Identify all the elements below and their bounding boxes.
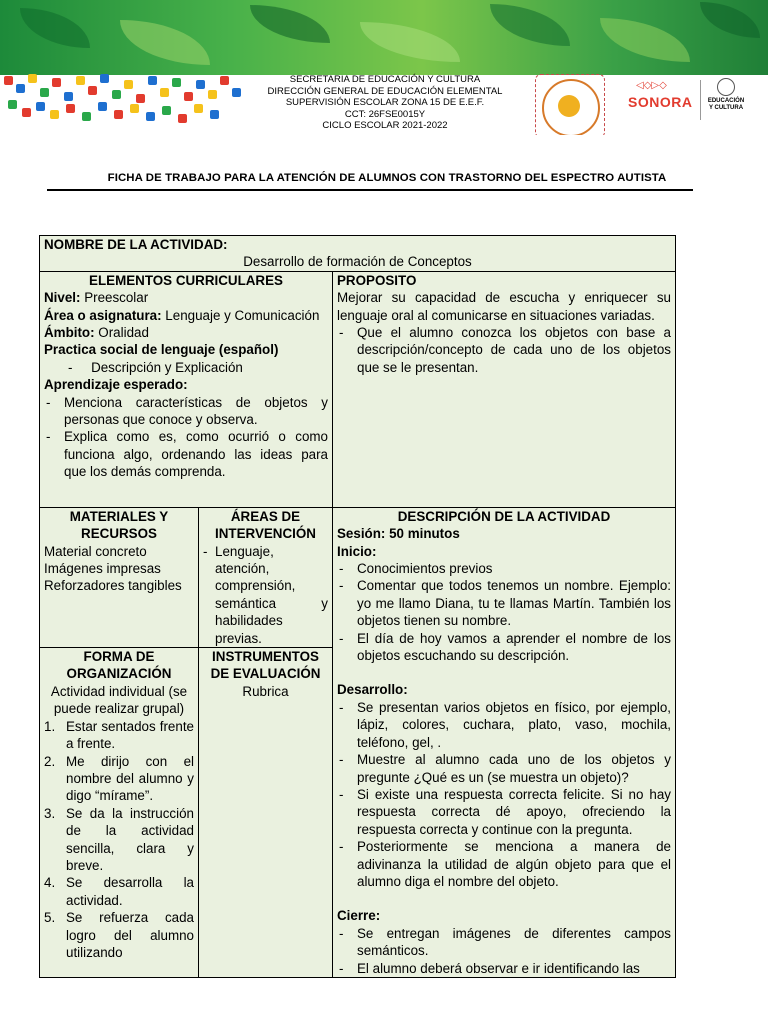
sesion-label: Sesión: 50 minutos bbox=[337, 526, 460, 542]
header-line: CCT: 26FSE0015Y bbox=[344, 108, 426, 120]
curricular-heading: ELEMENTOS CURRICULARES bbox=[89, 272, 283, 288]
activity-sheet-table bbox=[39, 235, 676, 978]
list-item: - Menciona características de objetos y personas que conoce y observa. bbox=[44, 394, 328, 429]
list-item: - Muestre al alumno cada uno de los objetos y pregunte ¿Qué es un (se muestra un objeto)? bbox=[337, 751, 671, 786]
sonora-logo: ◁◇▷◇ SONORA bbox=[628, 80, 693, 110]
aprendizaje-list bbox=[44, 394, 328, 481]
desarrollo-label: Desarrollo: bbox=[337, 682, 408, 698]
areas-cell bbox=[199, 507, 333, 647]
practica-label: Practica social de lenguaje (español) bbox=[44, 342, 279, 358]
list-item: - Conocimientos previos bbox=[337, 560, 671, 577]
list-item: - Se entregan imágenes de diferentes campos semánticos. bbox=[337, 925, 671, 960]
descripcion-heading: DESCRIPCIÓN DE LA ACTIVIDAD bbox=[397, 508, 611, 524]
list-item: 5. Se refuerza cada logro del alumno utilizando bbox=[44, 910, 194, 960]
organizacion-subtitle: Actividad individual (se puede realizar grupal) bbox=[50, 683, 188, 717]
desarrollo-list bbox=[337, 699, 671, 890]
proposito-heading: PROPOSITO bbox=[337, 272, 417, 288]
institution-header bbox=[240, 74, 530, 132]
proposito-list bbox=[337, 324, 671, 376]
header-line: CICLO ESCOLAR 2021-2022 bbox=[322, 120, 448, 132]
proposito-text: Mejorar su capacidad de escucha y enriquecer su lenguaje oral al comunicarse en situaciones variadas. bbox=[337, 290, 671, 323]
logo-divider bbox=[700, 80, 701, 120]
inicio-list bbox=[337, 560, 671, 664]
descripcion-cell bbox=[333, 507, 676, 977]
activity-name-value: Desarrollo de formación de Conceptos bbox=[243, 254, 472, 270]
materials-row bbox=[40, 507, 676, 647]
activity-name-label: NOMBRE DE LA ACTIVIDAD: bbox=[44, 237, 228, 252]
list-item: 3. Se da la instrucción de la actividad sencilla, clara y breve. bbox=[44, 805, 194, 873]
list-item: - El alumno deberá observar e ir identificando las bbox=[337, 960, 671, 977]
materiales-cell bbox=[40, 507, 199, 647]
supervision-logo bbox=[535, 74, 605, 135]
ambito-line: Ámbito: Oralidad bbox=[44, 325, 149, 341]
list-item: - Que el alumno conozca los objetos con base a descripción/concepto de cada uno de los objetos que se le presentan. bbox=[337, 324, 671, 376]
materiales-item: Imágenes impresas bbox=[44, 561, 161, 577]
header-banner bbox=[0, 0, 768, 135]
list-item: - Comentar que todos tenemos un nombre. Ejemplo: yo me llamo Diana, tu te llamas Martín. También los objetos tienen su nombre. bbox=[337, 577, 671, 629]
puzzle-pieces-decoration bbox=[0, 70, 250, 130]
instrumentos-heading: INSTRUMENTOS DE EVALUACIÓN bbox=[210, 649, 321, 682]
title-underline bbox=[47, 189, 693, 191]
area-line: Área o asignatura: Lenguaje y Comunicación bbox=[44, 307, 320, 323]
green-leaf-banner bbox=[0, 0, 768, 75]
list-item: - Se presentan varios objetos en físico, por ejemplo, lápiz, colores, cuchara, plato, vaso, mochila, teléfono, gel, . bbox=[337, 699, 671, 751]
areas-heading: ÁREAS DE INTERVENCIÓN bbox=[215, 508, 316, 542]
cierre-label: Cierre: bbox=[337, 908, 381, 924]
curricular-row bbox=[40, 271, 676, 507]
header-line: SUPERVISIÓN ESCOLAR ZONA 15 DE E.E.F. bbox=[285, 97, 485, 109]
nivel-line: Nivel: Preescolar bbox=[44, 290, 149, 306]
cierre-list bbox=[337, 925, 671, 977]
organizacion-cell bbox=[40, 648, 199, 978]
aprendizaje-label: Aprendizaje esperado: bbox=[44, 377, 188, 393]
list-item: - El día de hoy vamos a aprender el nombre de los objetos escuchando su descripción. bbox=[337, 630, 671, 665]
materiales-heading: MATERIALES Y RECURSOS bbox=[69, 508, 169, 542]
document-title: FICHA DE TRABAJO PARA LA ATENCIÓN DE ALUMNOS CON TRASTORNO DEL ESPECTRO AUTISTA bbox=[107, 172, 667, 184]
materiales-item: Material concreto bbox=[44, 543, 147, 559]
list-item: - Posteriormente se menciona a manera de adivinanza la utilidad de algún objeto para que el alumno diga el nombre del objeto. bbox=[337, 838, 671, 890]
organizacion-heading: FORMA DE ORGANIZACIÓN bbox=[66, 649, 172, 682]
proposito-cell bbox=[333, 271, 676, 507]
materiales-item: Reforzadores tangibles bbox=[44, 578, 182, 594]
header-line: DIRECCIÓN GENERAL DE EDUCACIÓN ELEMENTAL bbox=[267, 85, 503, 97]
instrumentos-value: Rubrica bbox=[242, 683, 289, 699]
organizacion-list bbox=[44, 718, 194, 962]
activity-name-row bbox=[40, 236, 676, 272]
curricular-cell bbox=[40, 271, 333, 507]
header-line: SECRETARIA DE EDUCACIÓN Y CULTURA bbox=[289, 74, 481, 85]
areas-text: - Lenguaje, atención, comprensión, semántica y habilidades previas. bbox=[203, 543, 328, 646]
list-item: 4. Se desarrolla la actividad. bbox=[44, 875, 194, 908]
list-item: 2. Me dirijo con el nombre del alumno y digo “mírame”. bbox=[44, 753, 194, 804]
inicio-label: Inicio: bbox=[337, 543, 377, 559]
list-item: 1. Estar sentados frente a frente. bbox=[44, 718, 194, 752]
education-logo: EDUCACIÓN Y CULTURA bbox=[704, 78, 748, 122]
list-item: - Si existe una respuesta correcta felicite. Si no hay respuesta correcta dé apoyo, ofreciendo la respuesta correcta y continue con la pregunta. bbox=[337, 786, 671, 838]
list-item: - Explica como es, como ocurrió o como funciona algo, ordenando las ideas para que los demás comprenda. bbox=[44, 428, 328, 480]
practica-value: - Descripción y Explicación bbox=[68, 359, 243, 375]
instrumentos-cell bbox=[199, 648, 333, 978]
